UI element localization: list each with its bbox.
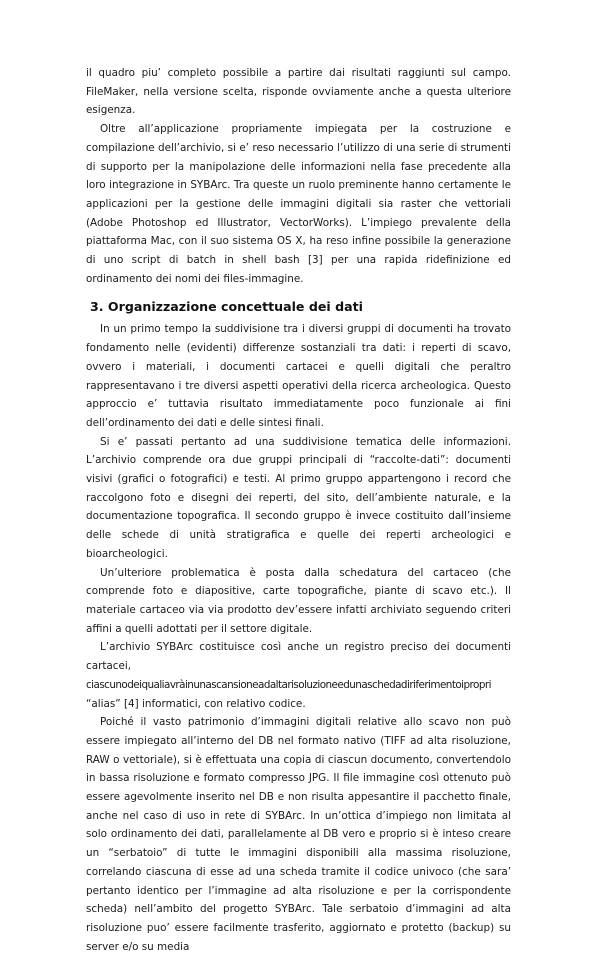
section-heading: 3. Organizzazione concettuale dei dati [90,299,363,315]
paragraph-paper-records: Un’ulteriore problematica è posta dalla schedatura del cartaceo (che comprende foto e diapositive, carte topografiche, piante di scavo etc.). Il materiale cartaceo via via prodotto dev’essere infatti archiviato seguendo criteri affini a quelli adottati per il settore digitale. [86,566,511,635]
paragraph-continuation: il quadro piu’ completo possibile a partire dai risultati raggiunti sul campo. FileMaker, nella versione scelta, risponde ovviamente anche a questa ulteriore esigenza. [86,67,511,117]
paragraph-subdivision: In un primo tempo la suddivisione tra i diversi gruppi di documenti ha trovato fondamento nelle (evidenti) differenze sostanziali tra dati: i reperti di scavo, ovvero i materiali, i documenti cartacei e quelli digitali che peraltro rappresentavano i tre diversi aspetti operativi della ricerca archeologica. Questo approccio e’ tuttavia risultato immediatamente poco funzionale ai fini dell’ordinamento dei dati e delle sintesi finali. [86,323,511,429]
paragraph-images: Poiché il vasto patrimonio d’immagini digitali relative allo scavo non può essere impiegato all’interno del DB nel formato nativo (TIFF ad alta risoluzione, RAW o vettoriale), si è effettuata una copia di ciascun documento, convertendolo in bassa risoluzione e formato compresso JPG. Il file immagine così ottenuto può essere agevolmente inserito nel DB e non risulta appesantire il pacchetto finale, anche nel caso di uso in rete di SYBArc. In un’ottica d’impiego non limitata al solo ordinamento dei dati, parallelamente al DB vero e proprio si è inteso creare un “serbatoio” di tutte le immagini disponibili alla massima risoluzione, correlando ciascuna di esse ad una scheda tramite il codice univoco (che sara’ pertanto identico per l’immagine ad alta risoluzione e per la corrispondente scheda) nell’ambito del progetto SYBArc. Tale serbatoio d’immagini ad alta risoluzione puo’ essere facilmente trasferito, aggiornato e protetto (backup) su server e/o su media [86,716,511,953]
paragraph-thematic: Si e’ passati pertanto ad una suddivisione tematica delle informazioni. L’archivio comprende ora due gruppi principali di “raccolte-dati”: documenti visivi (grafici o fotografici) e testi. Al primo gruppo appartengono i record che raccolgono foto e disegni dei reperti, del sito, dell’ambiente naturale, e la documentazione topografica. Il secondo gruppo è invece costituito dall’insieme delle schede di unità stratigrafica e quelle dei reperti archeologici e bioarcheologici. [86,435,511,560]
paragraph-register-line2: ciascunodeiqualiavràinunascansioneadaltarisoluzioneedunaschedadiriferimentoipropri [86,678,491,691]
document-page [86,64,511,956]
paragraph-register-line1: L’archivio SYBArc costituisce così anche un registro preciso dei documenti cartacei, [86,641,511,673]
paragraph-tools: Oltre all’applicazione propriamente impiegata per la costruzione e compilazione dell’archivio, si e’ reso necessario l’utilizzo di una serie di strumenti di supporto per la manipolazione delle informazioni nella fase precedente alla loro integrazione in SYBArc. Tra queste un ruolo preminente hanno certamente le applicazioni per la gestione delle immagini digitali sia raster che vettoriali (Adobe Photoshop ed Illustrator, VectorWorks). L’impiego prevalente della piattaforma Mac, con il suo sistema OS X, ha reso infine possibile la generazione di uno script di batch in shell bash [3] per una rapida ridefinizione ed ordinamento dei nomi dei files-immagine. [86,123,511,285]
paragraph-register-line3: “alias” [4] informatici, con relativo codice. [86,697,306,710]
